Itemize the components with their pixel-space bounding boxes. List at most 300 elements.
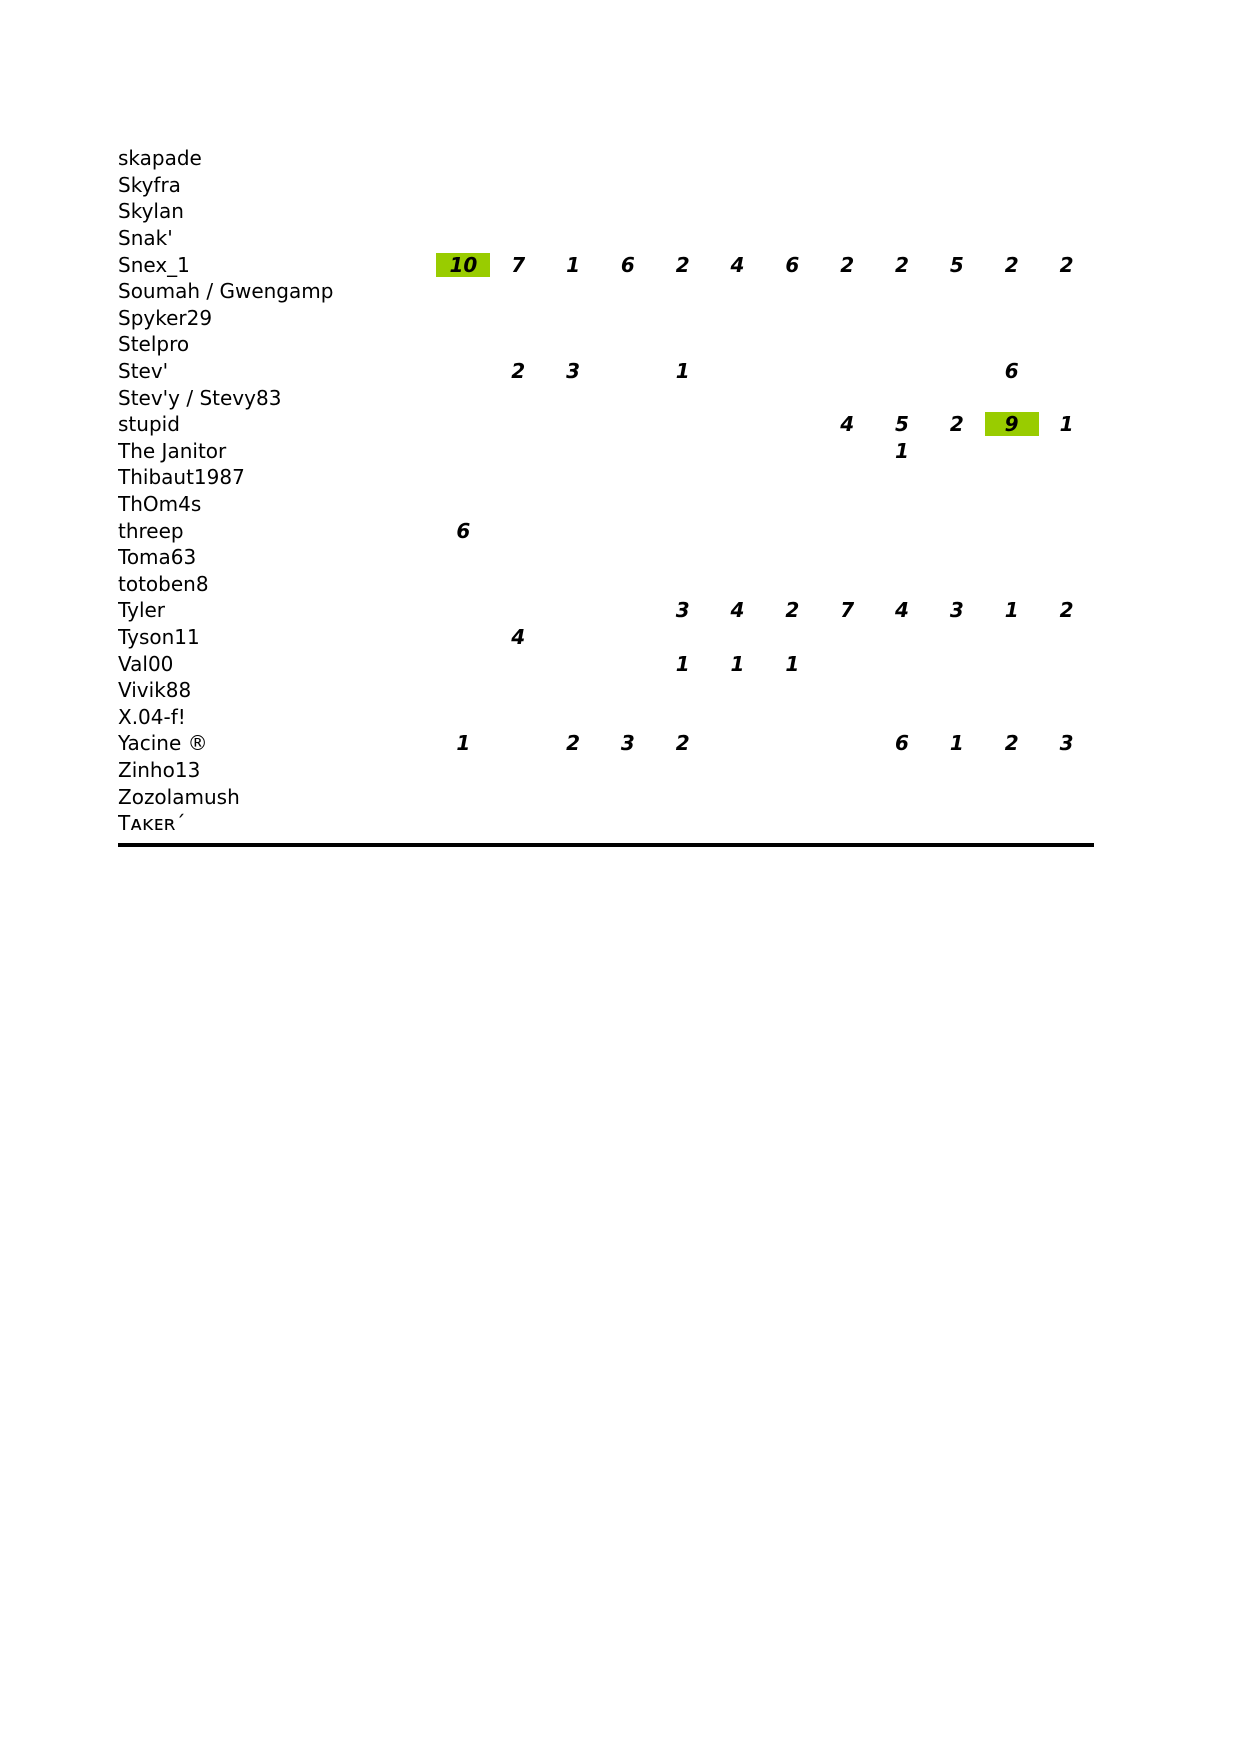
score-cell — [820, 464, 875, 491]
score-cell — [765, 703, 820, 730]
score-cell — [655, 225, 710, 252]
score-cell: 2 — [675, 731, 690, 756]
score-cell — [929, 198, 984, 225]
score-cell — [710, 571, 765, 598]
player-name: Tyler — [118, 598, 166, 623]
score-cell — [546, 464, 601, 491]
score-cell — [929, 571, 984, 598]
player-name: X.04-f! — [118, 704, 186, 729]
score-cell: 6 — [456, 518, 471, 543]
score-cell — [491, 491, 546, 518]
score-cell — [436, 810, 491, 837]
score-cell — [1039, 810, 1094, 837]
score-cell: 4 — [511, 624, 526, 649]
score-cell — [820, 730, 875, 757]
score-cell — [984, 517, 1039, 544]
score-cell: 7 — [840, 598, 855, 623]
score-cell — [1039, 571, 1094, 598]
score-cell — [436, 305, 491, 332]
score-cell — [765, 305, 820, 332]
score-cell — [765, 677, 820, 704]
score-cell — [710, 677, 765, 704]
score-cell — [436, 358, 491, 385]
score-cell — [710, 757, 765, 784]
score-cell — [929, 278, 984, 305]
player-name: Spyker29 — [118, 305, 213, 330]
score-cell — [929, 677, 984, 704]
score-cell: 6 — [1004, 359, 1019, 384]
score-cell — [984, 650, 1039, 677]
score-cell: 1 — [1004, 598, 1019, 623]
table-row — [118, 331, 1094, 358]
score-cell — [491, 757, 546, 784]
score-cell: 3 — [1059, 731, 1074, 756]
score-cell: 2 — [1004, 252, 1019, 277]
score-cell — [436, 703, 491, 730]
score-cell — [820, 810, 875, 837]
score-cell — [655, 411, 710, 438]
player-name: Snak' — [118, 226, 173, 251]
score-cell: 6 — [785, 252, 800, 277]
score-cell — [436, 650, 491, 677]
player-name: Val00 — [118, 651, 174, 676]
score-cell — [600, 172, 655, 199]
player-name: The Janitor — [118, 438, 227, 463]
score-cell — [491, 571, 546, 598]
score-cell — [436, 384, 491, 411]
player-name: Snex_1 — [118, 252, 190, 277]
score-cell — [546, 810, 601, 837]
table-row — [118, 198, 1094, 225]
score-cell: 7 — [511, 252, 526, 277]
score-cell — [1039, 384, 1094, 411]
score-cell — [600, 624, 655, 651]
table-row — [118, 624, 1094, 651]
score-cell — [875, 225, 930, 252]
score-cell — [546, 757, 601, 784]
score-cell — [875, 517, 930, 544]
score-cell — [820, 757, 875, 784]
score-cell — [1039, 783, 1094, 810]
score-cell — [436, 198, 491, 225]
score-cell — [710, 331, 765, 358]
score-cell — [820, 305, 875, 332]
score-cell — [710, 172, 765, 199]
score-cell — [600, 597, 655, 624]
score-cell: 1 — [1059, 412, 1074, 437]
highlighted-score: 10 — [436, 253, 490, 277]
score-cell — [984, 305, 1039, 332]
score-cell — [600, 464, 655, 491]
score-cell — [1039, 544, 1094, 571]
player-name: Yacine ® — [118, 731, 208, 756]
score-cell — [710, 703, 765, 730]
score-cell — [655, 703, 710, 730]
score-cell — [875, 145, 930, 172]
score-cell — [655, 491, 710, 518]
score-cell: 1 — [949, 731, 964, 756]
score-cell — [765, 172, 820, 199]
player-name: Soumah / Gwengamp — [118, 279, 334, 304]
score-cell — [1039, 331, 1094, 358]
score-cell — [491, 544, 546, 571]
score-cell — [491, 145, 546, 172]
score-cell — [820, 544, 875, 571]
score-cell — [436, 783, 491, 810]
score-cell — [875, 198, 930, 225]
score-cell: 5 — [949, 252, 964, 277]
score-cell — [546, 571, 601, 598]
score-cell: 3 — [566, 359, 580, 384]
score-cell — [929, 650, 984, 677]
score-cell — [984, 677, 1039, 704]
score-cell — [655, 783, 710, 810]
score-cell — [875, 757, 930, 784]
player-name: Stev' — [118, 359, 169, 384]
score-cell — [655, 810, 710, 837]
table-row — [118, 172, 1094, 199]
score-cell — [820, 198, 875, 225]
score-cell: 2 — [511, 359, 526, 384]
score-cell: 3 — [949, 598, 964, 623]
score-cell — [491, 331, 546, 358]
score-cell — [436, 571, 491, 598]
score-cell — [655, 624, 710, 651]
score-cell — [984, 411, 1039, 438]
score-cell — [710, 305, 765, 332]
score-cell — [436, 624, 491, 651]
score-cell: 2 — [895, 252, 909, 277]
score-cell — [655, 172, 710, 199]
score-cell: 2 — [566, 731, 580, 756]
score-cell — [984, 225, 1039, 252]
score-cell — [929, 703, 984, 730]
highlighted-score: 9 — [985, 412, 1039, 436]
score-cell — [710, 810, 765, 837]
score-cell — [710, 278, 765, 305]
score-sheet — [118, 145, 1094, 836]
score-cell — [491, 411, 546, 438]
table-row — [118, 730, 1094, 757]
score-cell — [820, 571, 875, 598]
score-cell — [546, 650, 601, 677]
score-cell: 3 — [675, 598, 690, 623]
table-row — [118, 517, 1094, 544]
score-cell — [546, 624, 601, 651]
score-cell — [436, 172, 491, 199]
score-cell — [929, 438, 984, 465]
score-cell — [875, 783, 930, 810]
score-cell — [875, 172, 930, 199]
score-cell — [820, 624, 875, 651]
player-name: ThOm4s — [118, 492, 202, 517]
score-cell — [820, 517, 875, 544]
score-cell — [1039, 677, 1094, 704]
player-name: Skyfra — [118, 172, 181, 197]
score-cell — [929, 464, 984, 491]
score-cell — [820, 438, 875, 465]
score-cell — [1039, 624, 1094, 651]
score-cell — [1039, 517, 1094, 544]
score-cell — [491, 783, 546, 810]
score-cell: 6 — [895, 731, 909, 756]
score-cell — [600, 703, 655, 730]
score-cell — [600, 305, 655, 332]
score-cell — [984, 783, 1039, 810]
score-cell — [765, 730, 820, 757]
score-cell — [1039, 703, 1094, 730]
score-cell — [820, 172, 875, 199]
score-cell — [984, 464, 1039, 491]
score-cell — [984, 278, 1039, 305]
score-cell — [491, 305, 546, 332]
score-cell — [765, 517, 820, 544]
score-cell — [491, 438, 546, 465]
score-cell — [875, 384, 930, 411]
score-cell — [436, 597, 491, 624]
score-cell — [600, 810, 655, 837]
score-cell — [710, 225, 765, 252]
score-cell: 1 — [456, 731, 471, 756]
table-row — [118, 544, 1094, 571]
table-row — [118, 384, 1094, 411]
score-cell — [600, 198, 655, 225]
score-cell: 4 — [730, 252, 745, 277]
score-cell — [491, 225, 546, 252]
score-cell — [875, 544, 930, 571]
player-name: Zinho13 — [118, 757, 201, 782]
score-cell — [1039, 464, 1094, 491]
score-cell — [820, 650, 875, 677]
score-cell — [491, 198, 546, 225]
table-row — [118, 464, 1094, 491]
score-cell — [875, 278, 930, 305]
score-cell — [491, 464, 546, 491]
score-cell — [929, 544, 984, 571]
score-cell — [710, 384, 765, 411]
score-cell — [875, 571, 930, 598]
score-cell — [546, 677, 601, 704]
score-cell — [765, 810, 820, 837]
player-name: totoben8 — [118, 571, 209, 596]
score-cell — [765, 411, 820, 438]
score-cell — [436, 464, 491, 491]
score-cell — [1039, 278, 1094, 305]
score-cell — [765, 331, 820, 358]
score-cell — [491, 810, 546, 837]
score-cell — [491, 730, 546, 757]
score-cell — [765, 438, 820, 465]
score-cell — [984, 544, 1039, 571]
table-bottom-rule — [118, 843, 1094, 847]
score-cell — [929, 624, 984, 651]
table-row — [118, 438, 1094, 465]
score-cell: 2 — [675, 252, 690, 277]
score-cell — [984, 571, 1039, 598]
score-cell — [984, 438, 1039, 465]
score-cell — [820, 145, 875, 172]
score-cell — [984, 624, 1039, 651]
score-cell — [546, 544, 601, 571]
table-row — [118, 278, 1094, 305]
score-cell — [655, 198, 710, 225]
score-cell — [436, 757, 491, 784]
player-name: Zozolamush — [118, 784, 240, 809]
table-row — [118, 225, 1094, 252]
player-name: Toma63 — [118, 545, 197, 570]
score-cell — [491, 172, 546, 199]
score-cell — [765, 491, 820, 518]
score-cell — [1039, 438, 1094, 465]
score-cell — [710, 438, 765, 465]
score-cell: 1 — [730, 651, 745, 676]
score-cell — [546, 703, 601, 730]
score-cell — [875, 703, 930, 730]
score-cell — [1039, 145, 1094, 172]
score-cell — [820, 331, 875, 358]
score-cell: 2 — [1059, 252, 1074, 277]
score-cell: 6 — [620, 252, 635, 277]
player-name: Tᴀᴋᴇʀ´ — [118, 811, 186, 836]
score-cell — [655, 145, 710, 172]
score-cell — [546, 438, 601, 465]
score-cell — [600, 145, 655, 172]
score-cell — [436, 544, 491, 571]
score-cell: 4 — [730, 598, 745, 623]
score-cell: 2 — [949, 412, 964, 437]
score-table-body — [118, 145, 1094, 836]
score-cell — [1039, 198, 1094, 225]
score-cell — [600, 757, 655, 784]
table-row — [118, 703, 1094, 730]
score-cell — [546, 172, 601, 199]
score-cell — [875, 305, 930, 332]
score-cell — [929, 145, 984, 172]
score-cell: 2 — [1004, 731, 1019, 756]
score-cell: 1 — [675, 651, 690, 676]
score-cell — [984, 757, 1039, 784]
score-cell — [600, 225, 655, 252]
score-cell — [710, 544, 765, 571]
score-cell — [546, 411, 601, 438]
score-cell: 1 — [785, 651, 800, 676]
score-cell: 4 — [840, 412, 855, 437]
score-cell — [600, 783, 655, 810]
score-cell — [655, 384, 710, 411]
score-cell — [875, 810, 930, 837]
score-cell — [820, 384, 875, 411]
score-cell — [765, 783, 820, 810]
score-cell — [655, 544, 710, 571]
score-cell — [1039, 225, 1094, 252]
score-cell — [875, 464, 930, 491]
player-name: Skylan — [118, 199, 184, 224]
player-name: threep — [118, 518, 184, 543]
score-cell: 4 — [895, 598, 909, 623]
score-cell — [984, 172, 1039, 199]
score-cell — [929, 757, 984, 784]
player-name: stupid — [118, 412, 180, 437]
score-cell — [655, 757, 710, 784]
score-cell — [436, 251, 491, 278]
score-cell — [655, 464, 710, 491]
score-cell — [655, 571, 710, 598]
player-name: Stelpro — [118, 332, 190, 357]
score-cell — [600, 491, 655, 518]
score-cell: 5 — [895, 412, 909, 437]
score-cell — [710, 198, 765, 225]
score-cell — [765, 225, 820, 252]
score-cell — [984, 810, 1039, 837]
score-cell — [929, 172, 984, 199]
table-row — [118, 411, 1094, 438]
score-cell — [875, 358, 930, 385]
score-cell — [546, 517, 601, 544]
score-cell — [1039, 172, 1094, 199]
score-cell — [436, 225, 491, 252]
score-cell: 3 — [620, 731, 635, 756]
score-cell — [436, 331, 491, 358]
score-cell — [875, 677, 930, 704]
score-cell — [600, 384, 655, 411]
table-row — [118, 145, 1094, 172]
score-cell — [875, 331, 930, 358]
score-cell — [765, 464, 820, 491]
score-cell — [491, 384, 546, 411]
score-cell — [710, 491, 765, 518]
score-cell — [546, 384, 601, 411]
score-cell — [436, 278, 491, 305]
score-cell — [655, 438, 710, 465]
score-cell — [655, 305, 710, 332]
score-cell — [546, 491, 601, 518]
table-row — [118, 571, 1094, 598]
table-row — [118, 650, 1094, 677]
score-cell — [655, 331, 710, 358]
score-cell — [984, 491, 1039, 518]
score-cell — [710, 783, 765, 810]
score-cell — [491, 517, 546, 544]
score-cell — [600, 517, 655, 544]
table-row — [118, 597, 1094, 624]
score-cell — [491, 677, 546, 704]
score-cell — [600, 571, 655, 598]
score-cell — [820, 783, 875, 810]
table-row — [118, 810, 1094, 837]
score-cell — [710, 464, 765, 491]
player-name: Stev'y / Stevy83 — [118, 385, 282, 410]
score-cell: 2 — [1059, 598, 1074, 623]
player-name: Vivik88 — [118, 678, 192, 703]
score-cell — [984, 198, 1039, 225]
score-cell — [710, 358, 765, 385]
score-cell — [710, 517, 765, 544]
score-cell — [765, 757, 820, 784]
score-cell: 1 — [675, 359, 690, 384]
score-cell — [710, 624, 765, 651]
score-cell — [600, 331, 655, 358]
table-row — [118, 358, 1094, 385]
score-cell — [710, 411, 765, 438]
score-cell — [820, 358, 875, 385]
score-cell — [929, 225, 984, 252]
score-cell — [820, 278, 875, 305]
player-name: Tyson11 — [118, 624, 200, 649]
score-cell: 2 — [785, 598, 800, 623]
score-cell — [546, 278, 601, 305]
score-cell — [765, 624, 820, 651]
score-cell — [984, 384, 1039, 411]
